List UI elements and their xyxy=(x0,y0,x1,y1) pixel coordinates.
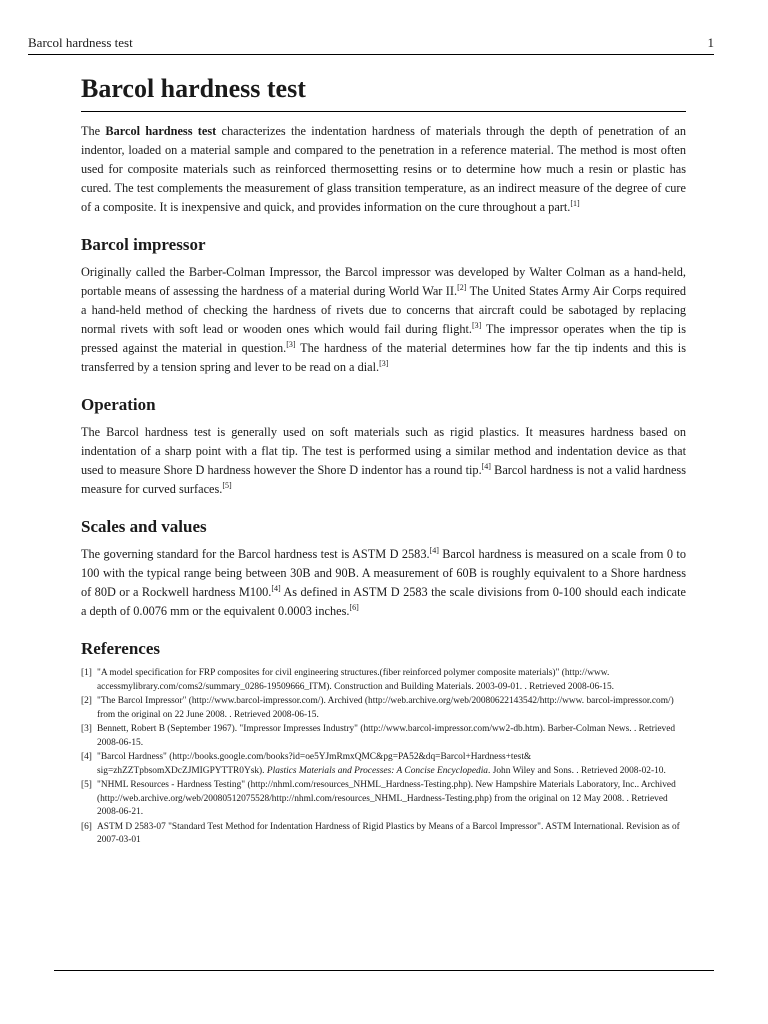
citation-link[interactable]: [4] xyxy=(271,584,281,593)
impressor-text-3: The impressor operates when the tip is pressed against the material in question. xyxy=(81,322,686,355)
citation-link[interactable]: [1] xyxy=(570,199,580,208)
running-header-title: Barcol hardness test xyxy=(28,35,133,50)
citation-link[interactable]: [6] xyxy=(349,603,359,612)
impressor-text-2: The United States Army Air Corps required a hand-held method of checking the hardness of rivets due to concerns that aircraft could be sabotaged by replacing normal rivets with soft lead or wooden ones which would fail during flight. xyxy=(81,284,686,336)
citation-link[interactable]: [2] xyxy=(457,283,467,292)
impressor-paragraph xyxy=(81,263,686,377)
reference-text[interactable]: "A model specification for FRP composites for civil engineering structures.(fiber reinforced polymer composite materials)" (http://www. accessmylibrary.com/coms2/summary_0286-19509666_ITM). Construction and Building Materials. 2003-09-01. . Retrieved 2008-06-15. xyxy=(97,668,615,692)
operation-text-2: Barcol hardness is not a valid hardness measure for curved surfaces. xyxy=(81,463,686,496)
citation-link[interactable]: [4] xyxy=(429,546,439,555)
citation-link[interactable]: [4] xyxy=(481,462,491,471)
scales-text-2: Barcol hardness is measured on a scale from 0 to 100 with the typical range being between 30B and 90B. A measurement of 60B is roughly equivalent to a Shore hardness of 80D or a Rockwell hardness M100. xyxy=(81,547,686,599)
reference-item xyxy=(81,821,686,848)
section-heading-impressor: Barcol impressor xyxy=(81,235,206,254)
article xyxy=(81,72,686,849)
scales-paragraph xyxy=(81,545,686,621)
section-heading-references: References xyxy=(81,639,160,658)
impressor-text-4: The hardness of the material determines how far the tip indents and this is transferred by a tension spring and lever to be read on a dial. xyxy=(81,341,686,374)
reference-text[interactable]: "NHML Resources - Hardness Testing" (http://nhml.com/resources_NHML_Hardness-Testing.php). New Hampshire Materials Laboratory, Inc.. Archived (http://web.archive.org/web/20080512075528/http://nhml.com/resources_NHML_Hardness-Testing.php) from the original on 12 May 2008. . Retrieved 2008-06-21. xyxy=(97,780,676,817)
reference-number: [6] xyxy=(81,821,92,832)
operation-text-1: The Barcol hardness test is generally used on soft materials such as rigid plastics. It measures hardness based on indentation of a sharp point with a flat tip. The test is performed using a similar method and indentation device as that used to measure Shore D hardness however the Shore D indentor has a round tip. xyxy=(81,425,686,477)
scales-text-3: As defined in ASTM D 2583 the scale divisions from 0-100 should each indicate a depth of 0.0076 mm or the equivalent 0.0003 inches. xyxy=(81,585,686,618)
reference-text[interactable]: Bennett, Robert B (September 1967). "Impressor Impresses Industry" (http://www.barcol-impressor.com/ww2-db.htm). Barber-Colman News. . Retrieved 2008-06-15. xyxy=(97,724,676,748)
running-header xyxy=(28,36,714,55)
reference-item xyxy=(81,723,686,750)
reference-number: [2] xyxy=(81,696,92,706)
operation-paragraph xyxy=(81,423,686,499)
reference-item xyxy=(81,779,686,820)
reference-book-title: Plastics Materials and Processes: A Concise Encyclopedia xyxy=(266,765,488,776)
intro-lead: The xyxy=(81,124,106,138)
intro-paragraph xyxy=(81,122,686,217)
page-number: 1 xyxy=(707,35,714,50)
reference-text[interactable] xyxy=(97,751,686,778)
citation-link[interactable]: [3] xyxy=(379,359,389,368)
intro-text: characterizes the indentation hardness of materials through the depth of penetration of an indentor, loaded on a material sample and compared to the penetration in a reference material. The method is most often used for composite materials such as reinforced thermosetting resins or to determine how much a resin or plastic has cured. The test complements the measurement of glass transition temperature, as an indirect measure of the degree of cure of a composite. It is inexpensive and quick, and provides information on the cure throughout a part. xyxy=(81,124,686,214)
reference-text[interactable]: "The Barcol Impressor" (http://www.barcol-impressor.com/). Archived (http://web.archive.org/web/20080622143542/http://www. barcol-impressor.com/) from the original on 22 June 2008. . Retrieved 2008-06-15. xyxy=(97,696,674,720)
reference-number: [3] xyxy=(81,724,92,734)
section-heading-scales: Scales and values xyxy=(81,517,207,536)
reference-number: [1] xyxy=(81,668,92,678)
scales-text-1: The governing standard for the Barcol hardness test is ASTM D 2583. xyxy=(81,547,430,561)
impressor-text-1: Originally called the Barber-Colman Impressor, the Barcol impressor was developed by Walter Colman as a hand-held, portable means of assessing the hardness of a material during World War II. xyxy=(81,265,686,298)
references-list xyxy=(81,667,686,848)
reference-item xyxy=(81,667,686,694)
reference-text-part: . John Wiley and Sons. . Retrieved 2008-02-10. xyxy=(488,765,666,776)
footer-rule xyxy=(54,970,714,971)
citation-link[interactable]: [3] xyxy=(472,321,482,330)
reference-text-part: "Barcol Hardness" (http://books.google.com/books?id=oe5YJmRmxQMC&pg=PA52&dq=Barcol+Hardness+test& sig=zhZZTpbsomXDcZJMIGPYTTR0Ysk). xyxy=(97,752,532,776)
reference-number: [4] xyxy=(81,752,92,762)
reference-item xyxy=(81,751,686,778)
citation-link[interactable]: [3] xyxy=(286,340,296,349)
page-title: Barcol hardness test xyxy=(81,72,686,112)
section-heading-operation: Operation xyxy=(81,395,156,414)
reference-number: [5] xyxy=(81,780,92,790)
intro-term: Barcol hardness test xyxy=(105,124,217,138)
reference-item xyxy=(81,695,686,722)
reference-text[interactable]: ASTM D 2583-07 "Standard Test Method for Indentation Hardness of Rigid Plastics by Means of a Barcol Impressor". ASTM International. Revision as of 2007-03-01 xyxy=(97,821,680,845)
citation-link[interactable]: [5] xyxy=(222,481,232,490)
